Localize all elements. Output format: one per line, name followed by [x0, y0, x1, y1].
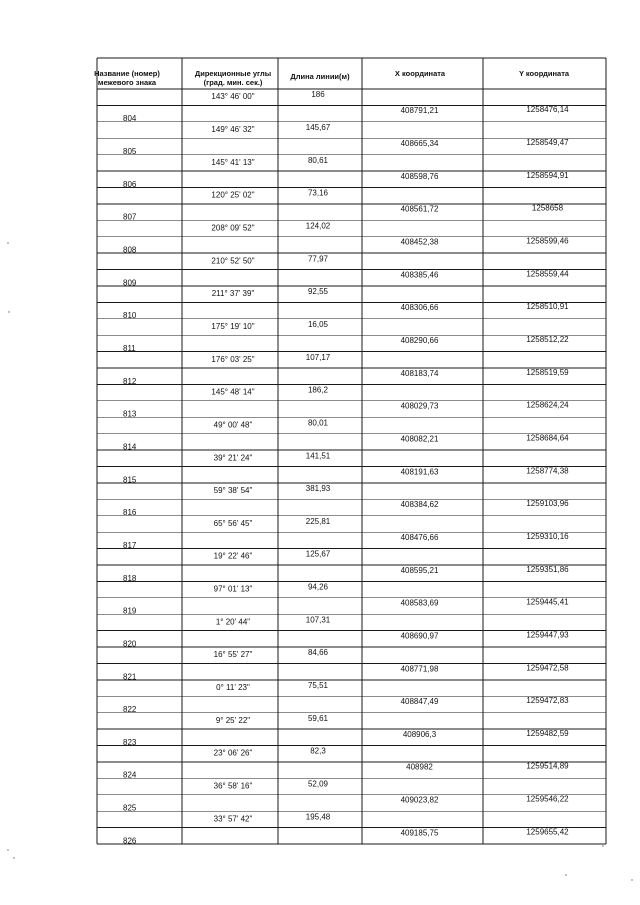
- y-coordinate: 1258476,14: [526, 105, 569, 115]
- x-coordinate: 408982: [406, 762, 433, 772]
- x-coordinate: 408385,46: [400, 270, 439, 280]
- y-coordinate: 1259445,41: [526, 597, 569, 607]
- boundary-mark-name: 807: [123, 212, 137, 222]
- direction-angle: 59° 38' 54": [213, 486, 253, 496]
- x-coordinate: 408290,66: [400, 335, 439, 345]
- line-length: 125,67: [305, 549, 331, 559]
- direction-angle: 33° 57' 42": [213, 814, 253, 824]
- y-coordinate: 1259482,59: [526, 728, 569, 738]
- header-length: Длина линии(м): [290, 72, 350, 81]
- y-coordinate: 1259546,22: [526, 794, 569, 804]
- line-length: 82,3: [310, 746, 326, 756]
- y-coordinate: 1258774,38: [526, 466, 569, 476]
- direction-angle: 0° 11' 23": [216, 683, 250, 693]
- boundary-mark-name: 814: [123, 442, 137, 452]
- direction-angle: 39° 21' 24": [213, 453, 253, 463]
- direction-angle: 9° 25' 22": [215, 715, 251, 725]
- y-coordinate: 1259514,89: [526, 761, 569, 771]
- y-coordinate: 1259103,96: [526, 499, 569, 509]
- x-coordinate: 409023,82: [400, 795, 439, 805]
- boundary-mark-name: 818: [123, 573, 137, 583]
- boundary-mark-name: 817: [123, 540, 137, 550]
- line-length: 141,51: [305, 451, 331, 461]
- direction-angle: 49° 00' 48": [213, 420, 253, 430]
- line-length: 145,67: [305, 123, 331, 133]
- x-coordinate: 408183,74: [400, 368, 439, 378]
- y-coordinate: 1258594,91: [526, 170, 569, 180]
- line-length: 84,66: [307, 648, 329, 658]
- x-coordinate: 408665,34: [400, 139, 439, 149]
- boundary-mark-name: 820: [123, 639, 137, 649]
- direction-angle: 176° 03' 25": [211, 354, 255, 364]
- y-coordinate: 1259472,58: [526, 663, 569, 673]
- x-coordinate: 408476,66: [400, 532, 439, 542]
- direction-angle: 23° 06' 26": [213, 748, 253, 758]
- direction-angle: 210° 52' 50": [211, 256, 255, 266]
- boundary-mark-name: 812: [123, 376, 137, 386]
- boundary-mark-name: 813: [123, 409, 137, 419]
- header-angle-line1: Дирекционные углы: [194, 69, 272, 78]
- line-length: 80,01: [307, 418, 329, 428]
- direction-angle: 208° 09' 52": [211, 223, 255, 233]
- direction-angle: 19° 22' 46": [213, 551, 253, 561]
- direction-angle: 175° 19' 10": [211, 321, 255, 331]
- header-angle-line2: (град. мин. сек.): [203, 78, 263, 87]
- boundary-mark-name: 810: [123, 311, 137, 321]
- header-x-coordinate: X координата: [394, 69, 446, 78]
- scan-speck: [565, 874, 566, 875]
- direction-angle: 143° 46' 00": [211, 92, 255, 102]
- boundary-mark-name: 819: [123, 606, 137, 616]
- line-length: 107,17: [305, 352, 331, 362]
- x-coordinate: 408191,63: [400, 467, 439, 477]
- direction-angle: 149° 46' 32": [211, 125, 255, 135]
- boundary-mark-name: 826: [123, 836, 137, 846]
- x-coordinate: 408847,49: [400, 697, 439, 707]
- line-length: 94,26: [307, 582, 329, 592]
- boundary-mark-name: 811: [123, 343, 136, 353]
- direction-angle: 120° 25' 02": [211, 190, 255, 200]
- line-length: 381,93: [305, 484, 331, 494]
- x-coordinate: 408082,21: [400, 434, 439, 444]
- line-length: 225,81: [305, 516, 331, 526]
- y-coordinate: 1258559,44: [526, 269, 569, 279]
- line-length: 186,2: [307, 385, 329, 395]
- boundary-mark-name: 805: [123, 147, 137, 157]
- line-length: 16,05: [307, 319, 329, 329]
- y-coordinate: 1258658: [531, 203, 564, 213]
- direction-angle: 1° 20' 44": [215, 617, 251, 627]
- y-coordinate: 1259447,93: [526, 630, 569, 640]
- boundary-mark-name: 823: [123, 737, 137, 747]
- boundary-mark-name: 816: [123, 508, 137, 518]
- x-coordinate: 408771,98: [400, 664, 439, 674]
- direction-angle: 16° 55' 27": [213, 650, 253, 660]
- line-length: 92,55: [307, 287, 329, 297]
- direction-angle: 65° 56' 45": [213, 518, 253, 528]
- y-coordinate: 1259655,42: [526, 827, 569, 837]
- scan-speck: [7, 242, 8, 243]
- x-coordinate: 408029,73: [400, 401, 439, 411]
- y-coordinate: 1258599,46: [526, 236, 569, 246]
- boundary-mark-name: 822: [123, 705, 137, 715]
- x-coordinate: 409185,75: [400, 828, 439, 838]
- x-coordinate: 408561,72: [400, 204, 439, 214]
- boundary-mark-name: 821: [123, 672, 137, 682]
- boundary-mark-name: 808: [123, 245, 137, 255]
- line-length: 52,09: [307, 779, 329, 789]
- direction-angle: 97° 01' 13": [213, 584, 253, 594]
- y-coordinate: 1258510,91: [526, 302, 569, 312]
- boundary-mark-name: 815: [123, 475, 137, 485]
- x-coordinate: 408306,66: [400, 303, 439, 313]
- line-length: 75,51: [307, 681, 329, 691]
- x-coordinate: 408583,69: [400, 598, 439, 608]
- boundary-mark-name: 804: [123, 114, 137, 124]
- direction-angle: 36° 58' 16": [213, 781, 253, 791]
- line-length: 107,31: [305, 615, 331, 625]
- scan-speck: [602, 845, 603, 846]
- scan-speck: [631, 879, 632, 880]
- y-coordinate: 1259472,83: [526, 696, 569, 706]
- y-coordinate: 1258624,24: [526, 400, 569, 410]
- line-length: 195,48: [305, 812, 331, 822]
- y-coordinate: 1258512,22: [526, 334, 569, 344]
- boundary-mark-name: 806: [123, 179, 137, 189]
- header-y-coordinate: Y координата: [518, 69, 570, 78]
- y-coordinate: 1258519,59: [526, 367, 569, 377]
- line-length: 59,61: [307, 713, 329, 723]
- boundary-mark-name: 825: [123, 803, 137, 813]
- direction-angle: 145° 41' 13": [211, 157, 255, 167]
- y-coordinate: 1258549,47: [526, 138, 569, 148]
- x-coordinate: 408906,3: [402, 729, 437, 739]
- x-coordinate: 408791,21: [400, 106, 439, 116]
- x-coordinate: 408452,38: [400, 237, 439, 247]
- header-name-line1: Название (номер): [94, 69, 160, 78]
- header-name-line2: межевого знака: [97, 78, 157, 87]
- line-length: 124,02: [305, 221, 331, 231]
- x-coordinate: 408598,76: [400, 171, 439, 181]
- y-coordinate: 1258684,64: [526, 433, 569, 443]
- y-coordinate: 1259351,86: [526, 564, 569, 574]
- boundary-mark-name: 824: [123, 770, 137, 780]
- direction-angle: 211° 37' 39": [211, 289, 255, 299]
- scan-speck: [8, 311, 9, 312]
- line-length: 186: [311, 90, 325, 100]
- boundary-mark-name: 809: [123, 278, 137, 288]
- line-length: 73,16: [307, 188, 329, 198]
- line-length: 80,61: [307, 155, 329, 165]
- x-coordinate: 408595,21: [400, 565, 439, 575]
- y-coordinate: 1259310,16: [526, 531, 569, 541]
- scan-speck: [7, 849, 8, 850]
- scan-speck: [13, 857, 14, 858]
- direction-angle: 145° 48' 14": [211, 387, 255, 397]
- line-length: 77,97: [307, 254, 329, 264]
- x-coordinate: 408384,62: [400, 500, 439, 510]
- x-coordinate: 408690,97: [400, 631, 439, 641]
